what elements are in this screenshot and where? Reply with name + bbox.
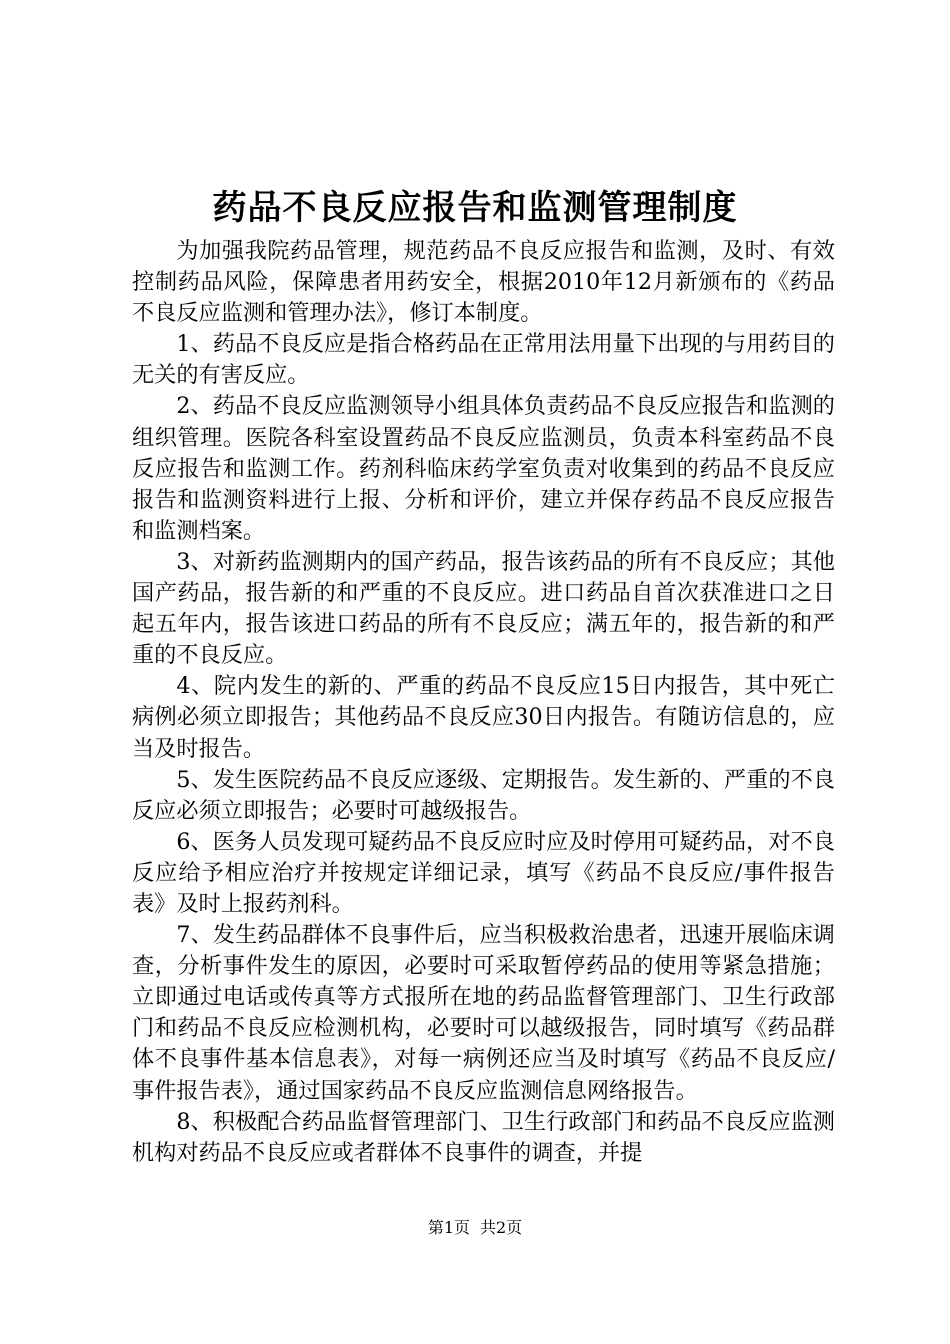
clause-1: 1、药品不良反应是指合格药品在正常用法用量下出现的与用药目的无关的有害反应。 — [132, 331, 835, 389]
clause-4: 4、院内发生的新的、严重的药品不良反应15日内报告，其中死亡病例必须立即报告；其他药品不良反应30日内报告。有随访信息的，应当及时报告。 — [132, 673, 835, 762]
page-number: 第1页 — [427, 1218, 470, 1237]
document-title: 药品不良反应报告和监测管理制度 — [212, 188, 738, 228]
clause-2: 2、药品不良反应监测领导小组具体负责药品不良反应报告和监测的组织管理。医院各科室设置药品不良反应监测员，负责本科室药品不良反应报告和监测工作。药剂科临床药学室负责对收集到的药品不良反应报告和监测资料进行上报、分析和评价，建立并保存药品不良反应报告和监测档案。 — [132, 393, 835, 544]
page-footer — [0, 1217, 950, 1239]
clause-3: 3、对新药监测期内的国产药品，报告该药品的所有不良反应；其他国产药品，报告新的和严重的不良反应。进口药品自首次获准进口之日起五年内，报告该进口药品的所有不良反应；满五年的，报告新的和严重的不良反应。 — [132, 548, 835, 669]
clause-7: 7、发生药品群体不良事件后，应当积极救治患者，迅速开展临床调查，分析事件发生的原因，必要时可采取暂停药品的使用等紧急措施；立即通过电话或传真等方式报所在地的药品监督管理部门、卫生行政部门和药品不良反应检测机构，必要时可以越级报告，同时填写《药品群体不良事件基本信息表》，对每一病例还应当及时填写《药品不良反应/事件报告表》，通过国家药品不良反应监测信息网络报告。 — [132, 922, 835, 1104]
clause-8: 8、积极配合药品监督管理部门、卫生行政部门和药品不良反应监测机构对药品不良反应或者群体不良事件的调查，并提 — [132, 1108, 835, 1166]
clause-6: 6、医务人员发现可疑药品不良反应时应及时停用可疑药品，对不良反应给予相应治疗并按规定详细记录，填写《药品不良反应/事件报告表》及时上报药剂科。 — [132, 828, 835, 917]
intro-paragraph: 为加强我院药品管理，规范药品不良反应报告和监测，及时、有效控制药品风险，保障患者用药安全，根据2010年12月新颁布的《药品不良反应监测和管理办法》，修订本制度。 — [132, 238, 835, 327]
page-total: 共2页 — [480, 1218, 523, 1237]
clause-5: 5、发生医院药品不良反应逐级、定期报告。发生新的、严重的不良反应必须立即报告；必要时可越级报告。 — [132, 766, 835, 824]
document-body — [132, 236, 835, 1169]
